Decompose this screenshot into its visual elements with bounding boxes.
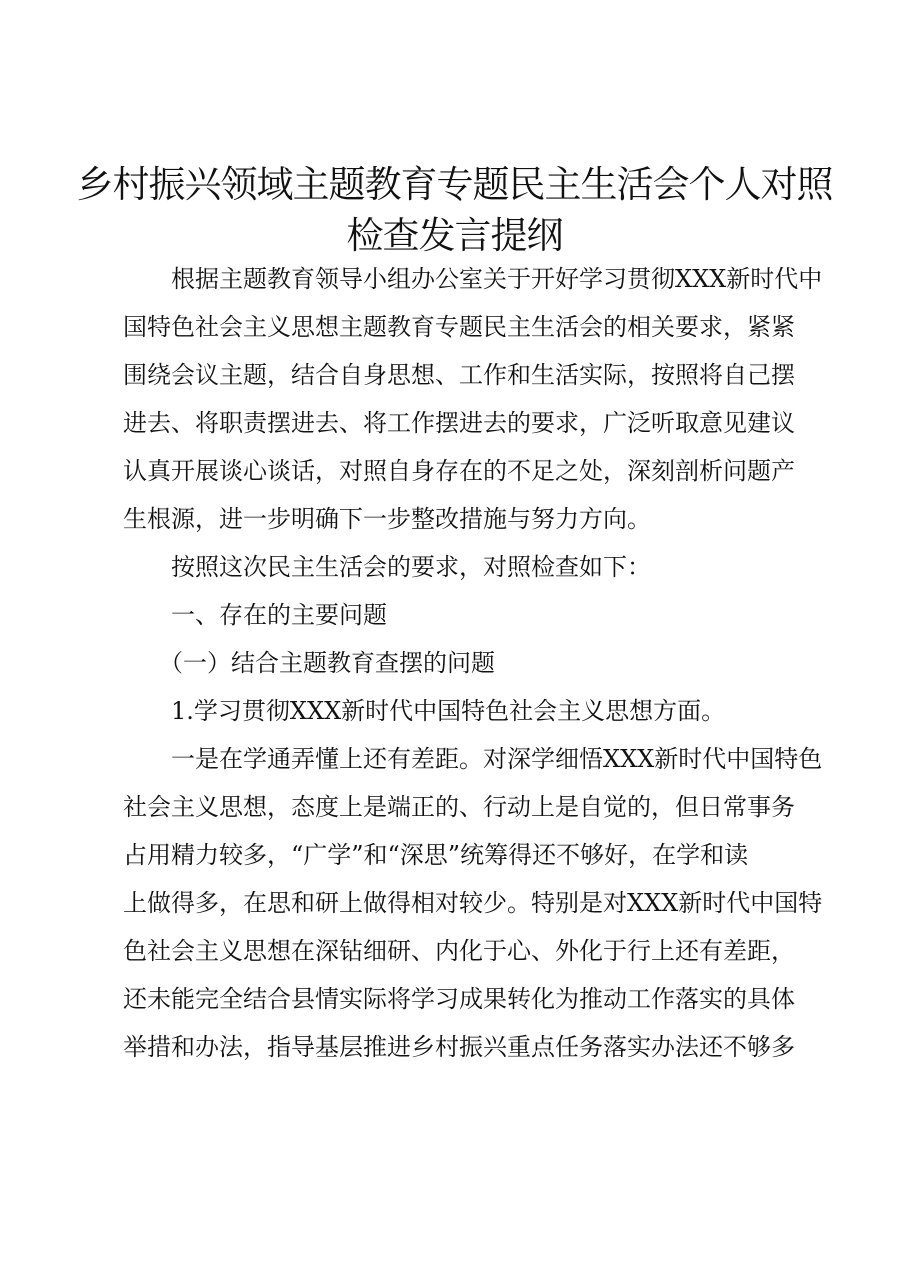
body-line: 还未能完全结合县情实际将学习成果转化为推动工作落实的具体: [123, 985, 795, 1013]
body-line: 进去、将职责摆进去、将工作摆进去的要求，广泛听取意见建议: [123, 409, 795, 437]
document-title-line-2: 检查发言提纲: [346, 214, 563, 257]
document-title: [0, 163, 909, 257]
body-line: 社会主义思想，态度上是端正的、行动上是自觉的，但日常事务: [123, 793, 795, 821]
body-line: 占用精力较多，“广学”和“深思”统筹得还不够好，在学和读: [123, 841, 749, 869]
body-line: 一是在学通弄懂上还有差距。对深学细悟XXX新时代中国特色: [123, 745, 823, 773]
body-line: 生根源，进一步明确下一步整改措施与努力方向。: [123, 505, 651, 533]
document-title-line-1: 乡村振兴领域主题教育专题民主生活会个人对照: [76, 163, 833, 206]
body-line: 按照这次民主生活会的要求，对照检查如下：: [123, 553, 651, 581]
body-line: 根据主题教育领导小组办公室关于开好学习贯彻XXX新时代中: [123, 265, 823, 293]
body-line: 围绕会议主题，结合自身思想、工作和生活实际，按照将自己摆: [123, 361, 795, 389]
body-line: 认真开展谈心谈话，对照自身存在的不足之处，深刻剖析问题产: [123, 457, 795, 485]
body-line: 举措和办法，指导基层推进乡村振兴重点任务落实办法还不够多: [123, 1033, 795, 1061]
body-line: 色社会主义思想在深钻细研、内化于心、外化于行上还有差距，: [123, 937, 795, 965]
subsection-heading: （一）结合主题教育查摆的问题: [123, 649, 495, 677]
body-line: 上做得多，在思和研上做得相对较少。特别是对XXX新时代中国特: [123, 889, 823, 917]
body-line: 国特色社会主义思想主题教育专题民主生活会的相关要求，紧紧: [123, 313, 795, 341]
section-heading: 一、存在的主要问题: [123, 601, 387, 629]
body-line: 1.学习贯彻XXX新时代中国特色社会主义思想方面。: [123, 697, 726, 725]
